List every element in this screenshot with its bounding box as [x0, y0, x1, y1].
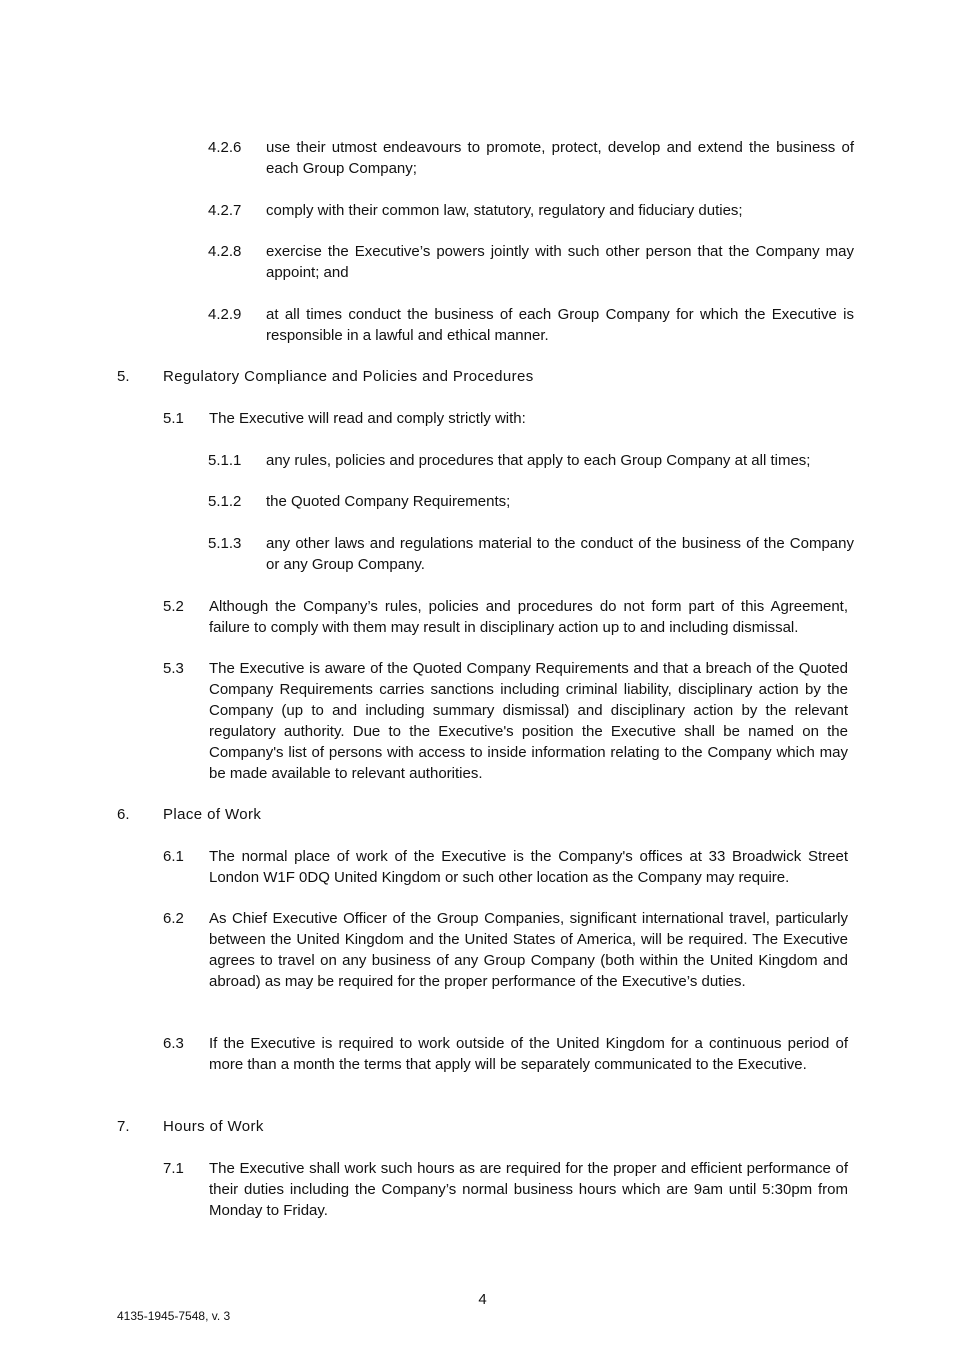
- clause-number: 4.2.6: [208, 139, 242, 156]
- clause-text: The normal place of work of the Executive is the Company's offices at 33 Broadwick Street London W1F 0DQ United Kingdom or such other location as the Company may require.: [209, 848, 848, 886]
- section-number: 7.: [117, 1118, 130, 1135]
- section-number: 6.: [117, 806, 130, 823]
- clause-number: 5.3: [163, 660, 184, 677]
- clause-text: The Executive shall work such hours as are required for the proper and efficient performance of their duties including the Company’s normal business hours which are 9am until 5:30pm from Monday to Friday.: [209, 1160, 848, 1219]
- clause-number: 6.1: [163, 848, 184, 865]
- section-title: Hours of Work: [163, 1118, 264, 1135]
- clause-text: comply with their common law, statutory, regulatory and fiduciary duties;: [266, 202, 743, 219]
- clause-text: the Quoted Company Requirements;: [266, 493, 511, 510]
- clause-number: 4.2.9: [208, 306, 242, 323]
- clause-number: 4.2.8: [208, 243, 242, 260]
- clause-text: The Executive is aware of the Quoted Company Requirements and that a breach of the Quoted Company Requirements carries sanctions including criminal liability, disciplinary action by the Company (up to and including summary dismissal) and disciplinary action by the relevant regulatory authority. Due to the Executive's position the Executive shall be named on the Company's list of persons with access to inside information relating to the Company which may be made available to relevant authorities.: [209, 660, 848, 782]
- clause-text: at all times conduct the business of each Group Company for which the Executive is responsible in a lawful and ethical manner.: [266, 306, 854, 344]
- clause-text: If the Executive is required to work outside of the United Kingdom for a continuous period of more than a month the terms that apply will be separately communicated to the Executive.: [209, 1035, 848, 1073]
- document-reference: 4135-1945-7548, v. 3: [117, 1309, 231, 1323]
- clause-text: As Chief Executive Officer of the Group Companies, significant international travel, particularly between the United Kingdom and the United States of America, will be required. The Executive agrees to travel on any business of any Group Company (both within the United Kingdom and abroad) as may be required for the proper performance of the Executive’s duties.: [209, 910, 848, 990]
- clause-number: 6.3: [163, 1035, 184, 1052]
- clause-number: 5.1.3: [208, 535, 242, 552]
- page-number: 4: [478, 1291, 487, 1308]
- clause-text: The Executive will read and comply strictly with:: [209, 410, 526, 427]
- clause-text: any other laws and regulations material to the conduct of the business of the Company or any Group Company.: [266, 535, 854, 573]
- clause-text: any rules, policies and procedures that apply to each Group Company at all times;: [266, 452, 811, 469]
- section-title: Place of Work: [163, 806, 262, 823]
- clause-number: 5.2: [163, 598, 184, 615]
- clause-number: 5.1.2: [208, 493, 242, 510]
- section-number: 5.: [117, 368, 130, 385]
- clause-number: 4.2.7: [208, 202, 242, 219]
- clause-number: 5.1: [163, 410, 184, 427]
- clause-text: Although the Company’s rules, policies and procedures do not form part of this Agreement, failure to comply with them may result in disciplinary action up to and including dismissal.: [209, 598, 848, 636]
- clause-text: use their utmost endeavours to promote, protect, develop and extend the business of each Group Company;: [266, 139, 854, 177]
- clause-number: 5.1.1: [208, 452, 242, 469]
- clause-text: exercise the Executive’s powers jointly with such other person that the Company may appoint; and: [266, 243, 854, 281]
- clause-number: 6.2: [163, 910, 184, 927]
- section-title: Regulatory Compliance and Policies and Procedures: [163, 368, 534, 385]
- clause-number: 7.1: [163, 1160, 184, 1177]
